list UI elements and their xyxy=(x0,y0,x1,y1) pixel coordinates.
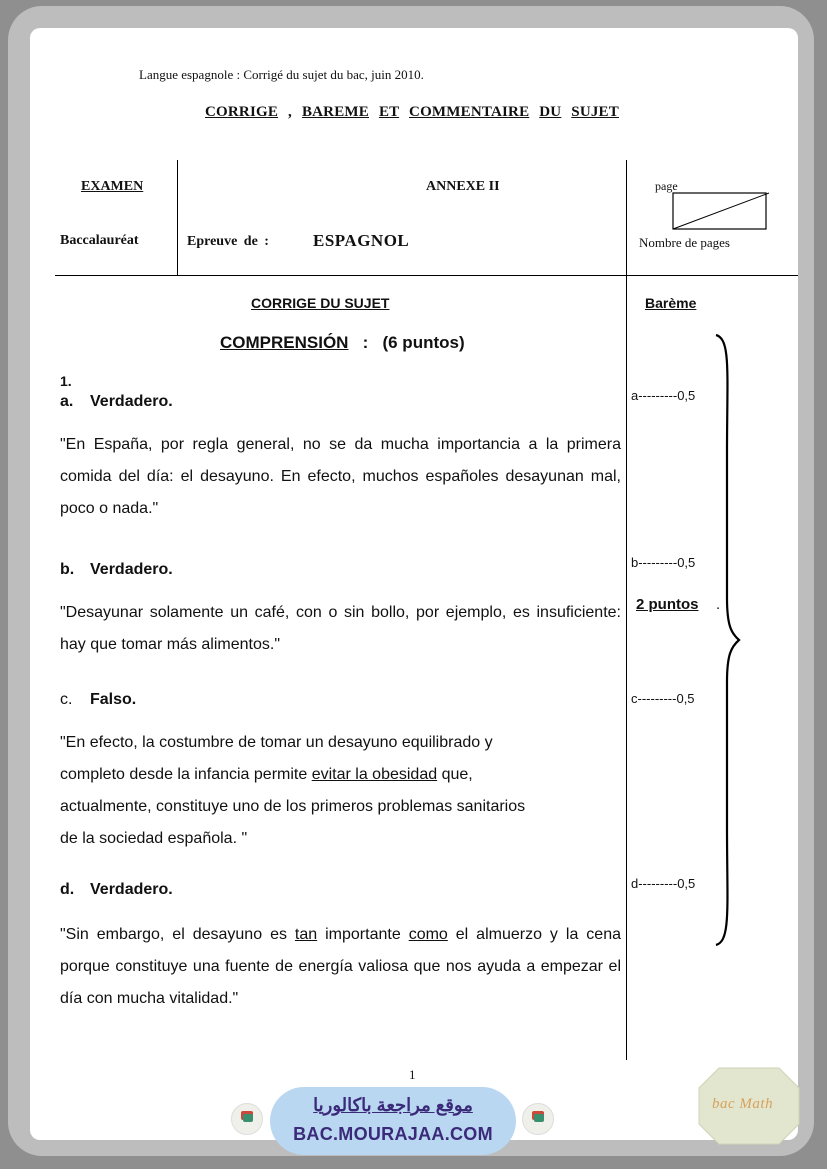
title-word: DU xyxy=(539,104,562,120)
title-word: CORRIGE xyxy=(205,104,279,120)
page-count-box xyxy=(672,192,772,230)
baccalaureat-label: Baccalauréat xyxy=(60,233,139,248)
title-word: SUJET xyxy=(571,104,619,120)
question-number: 1. xyxy=(60,373,72,389)
quote-text: el almuerzo y la cena porque constituye una fuente de energía valiosa que nos ayuda a empezar el día con mucha vitalidad." xyxy=(60,926,621,1007)
banner-arabic-title: موقع مراجعة باكالوريا xyxy=(313,1095,473,1115)
answer-letter: c. xyxy=(60,691,73,708)
table-horizontal-rule xyxy=(55,275,798,276)
site-logo-right xyxy=(522,1103,554,1135)
site-logo-left xyxy=(231,1103,263,1135)
logo-word: Math xyxy=(739,1096,774,1112)
total-points: 2 puntos xyxy=(636,596,699,613)
site-banner[interactable] xyxy=(270,1087,516,1155)
title-word: ET xyxy=(378,104,400,120)
score-c: c---------0,5 xyxy=(631,691,695,706)
score-b: b---------0,5 xyxy=(631,555,696,570)
comprension-heading xyxy=(220,333,465,353)
quote-underlined: evitar la obesidad xyxy=(311,766,438,783)
answer-verdict: Verdadero. xyxy=(90,881,173,898)
answer-letter: b. xyxy=(60,561,75,578)
answer-verdict: Verdadero. xyxy=(90,561,173,578)
quote-text: que, xyxy=(437,766,473,783)
quote-line: de la sociedad española. " xyxy=(60,830,248,847)
quote-line xyxy=(60,759,621,791)
total-points-dot: . xyxy=(716,596,721,613)
nb-pages-label: Nombre de pages xyxy=(639,235,730,250)
quote-line: actualmente, constituye uno de los primeros problemas sanitarios xyxy=(60,798,526,815)
quote-b: "Desayunar solamente un café, con o sin bollo, por ejemplo, es insuficiente: hay que tomar más alimentos." xyxy=(60,604,621,653)
quote-text: importante xyxy=(317,926,409,943)
page-count-diagonal xyxy=(673,193,769,229)
page-label: page xyxy=(655,179,678,193)
title-word: BAREME xyxy=(301,104,369,120)
quote-a: "En España, por regla general, no se da mucha importancia a la primera comida del día: el desayuno. En efecto, muchos españoles desayunan mal, poco o nada." xyxy=(60,436,621,517)
examen-label: EXAMEN xyxy=(81,179,144,194)
bareme-heading: Barème xyxy=(645,295,697,311)
title-word: COMMENTAIRE xyxy=(409,104,530,120)
bacmath-logo-text xyxy=(712,1096,773,1113)
quote-line: "En efecto, la costumbre de tomar un desayuno equilibrado y xyxy=(60,734,493,751)
brace-path xyxy=(716,335,739,945)
document-subtitle: Langue espagnole : Corrigé du sujet du bac, juin 2010. xyxy=(139,67,424,82)
quote-underlined: tan xyxy=(294,926,318,943)
answer-letter: a. xyxy=(60,393,74,410)
answer-b xyxy=(60,561,173,579)
table-divider-right xyxy=(626,160,627,1060)
epreuve-value: ESPAGNOL xyxy=(313,231,410,250)
answer-verdict: Falso. xyxy=(90,691,137,708)
document-title xyxy=(205,104,619,121)
score-d: d---------0,5 xyxy=(631,876,696,891)
answer-d xyxy=(60,881,173,899)
comprension-word: COMPRENSIÓN xyxy=(220,333,349,352)
quote-text: completo desde la infancia permite xyxy=(60,766,312,783)
epreuve-label: Epreuve de : xyxy=(187,234,269,249)
logo-word: bac xyxy=(712,1096,736,1112)
quote-underlined: como xyxy=(408,926,448,943)
comprension-points: : (6 puntos) xyxy=(348,333,465,352)
answer-letter: d. xyxy=(60,881,75,898)
banner-url[interactable]: BAC.MOURAJAA.COM xyxy=(293,1124,493,1144)
answer-c xyxy=(60,691,136,709)
answer-verdict: Verdadero. xyxy=(90,393,173,410)
annexe-label: ANNEXE II xyxy=(426,179,500,194)
score-a: a---------0,5 xyxy=(631,388,696,403)
title-comma: , xyxy=(288,104,292,120)
quote-c xyxy=(60,727,621,855)
page-number: 1 xyxy=(409,1067,416,1082)
table-divider-left xyxy=(177,160,178,275)
quote-text: "Sin embargo, el desayuno es xyxy=(60,926,295,943)
answer-a xyxy=(60,393,173,411)
quote-d xyxy=(60,919,621,1015)
score-brace xyxy=(713,333,743,947)
corrige-heading: CORRIGE DU SUJET xyxy=(251,295,390,311)
